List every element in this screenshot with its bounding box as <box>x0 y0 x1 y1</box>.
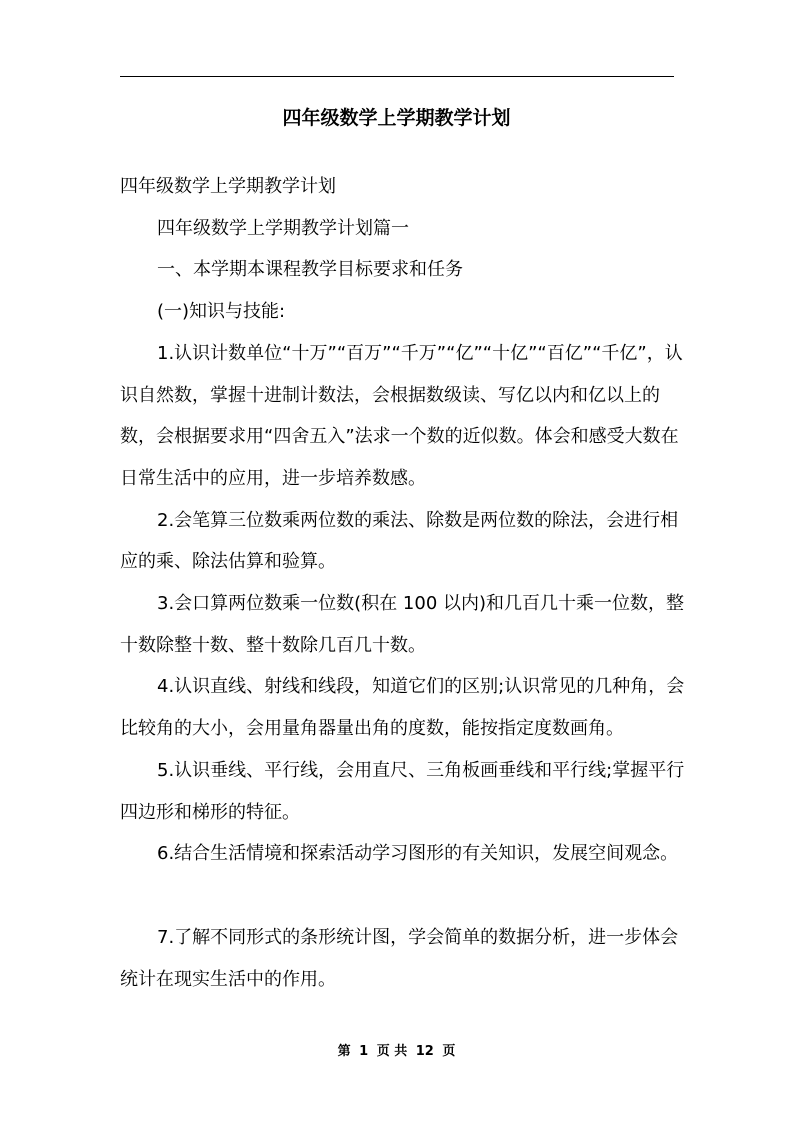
document-title: 四年级数学上学期教学计划 <box>282 107 511 129</box>
paragraph-item-3: 3.会口算两位数乘一位数(积在 100 以内)和几百几十乘一位数，整十数除整十数、整十数除几百几十数。 <box>120 593 685 656</box>
paragraph-gap <box>120 875 686 917</box>
footer-total-pages: 12 <box>415 1044 434 1059</box>
document-body <box>120 166 686 1000</box>
footer-label-of: 页 共 <box>376 1044 408 1059</box>
paragraph-item-7: 7.了解不同形式的条形统计图，学会简单的数据分析，进一步体会统计在现实生活中的作用。 <box>120 926 679 990</box>
paragraph-subheading: 四年级数学上学期教学计划篇一 <box>157 217 409 239</box>
paragraph-subsection-title: (一)知识与技能: <box>157 301 286 323</box>
paragraph-item-5: 5.认识垂线、平行线，会用直尺、三角板画垂线和平行线;掌握平行四边形和梯形的特征。 <box>120 759 685 823</box>
header-rule <box>120 76 674 77</box>
footer-current-page: 1 <box>359 1044 369 1059</box>
footer-label-end: 页 <box>442 1044 456 1059</box>
paragraph-item-1: 1.认识计数单位“十万”“百万”“千万”“亿”“十亿”“百亿”“千亿”，认识自然数，掌握十进制计数法，会根据数级读、写亿以内和亿以上的数，会根据要求用“四舍五入”法求一个数的近似数。体会和感受大数在日常生活中的应用，进一步培养数感。 <box>120 342 683 489</box>
paragraph-section-title: 一、本学期本课程教学目标要求和任务 <box>157 259 463 281</box>
paragraph-item-2: 2.会笔算三位数乘两位数的乘法、除数是两位数的除法，会进行相应的乘、除法估算和验算。 <box>120 509 679 573</box>
page-footer <box>0 1042 793 1062</box>
paragraph-item-4: 4.认识直线、射线和线段，知道它们的区别;认识常见的几种角，会比较角的大小，会用量角器量出角的度数，能按指定度数画角。 <box>120 676 685 740</box>
paragraph-heading: 四年级数学上学期教学计划 <box>120 176 336 197</box>
footer-label-page: 第 <box>337 1044 351 1059</box>
paragraph-item-6: 6.结合生活情境和探索活动学习图形的有关知识，发展空间观念。 <box>157 843 679 865</box>
